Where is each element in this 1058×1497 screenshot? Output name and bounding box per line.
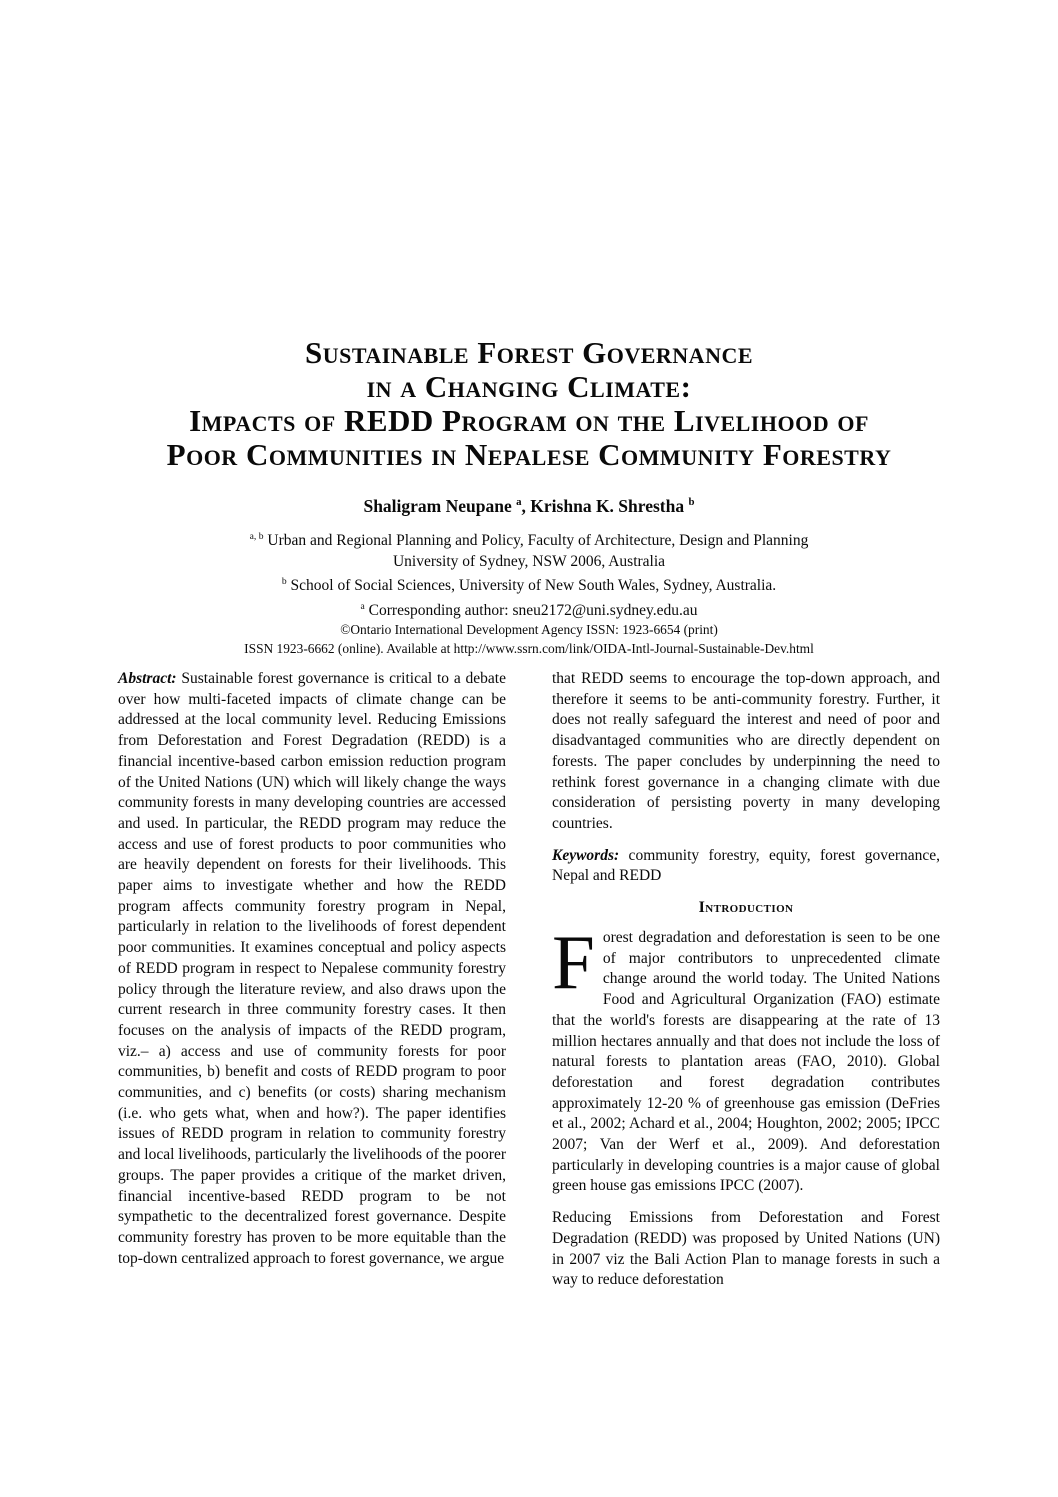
introduction-paragraph-2-text: Reducing Emissions from Deforestation and Forest Degradation (REDD) was proposed by United Nations (UN) in 2007 viz the Bali Action Plan to manage forests in such a way to reduce deforestation	[552, 1209, 940, 1289]
abstract-label: Abstract:	[118, 670, 177, 687]
body-columns	[118, 669, 940, 1302]
affiliation-block	[0, 527, 1058, 621]
publisher-block	[0, 620, 1058, 658]
corresponding-author-text: Corresponding author: sneu2172@uni.sydney.edu.au	[364, 601, 698, 619]
affiliation-line-2	[0, 552, 1058, 573]
author-affiliation-marker-2: b	[688, 496, 695, 509]
author-name-2: , Krishna K. Shrestha	[521, 496, 689, 516]
keywords-label: Keywords:	[552, 846, 620, 864]
affiliation-text-3: School of Social Sciences, University of New South Wales, Sydney, Australia.	[286, 577, 777, 595]
author-line	[0, 496, 1058, 517]
title-line-3: Impacts of REDD Program on the Livelihood of	[189, 403, 869, 438]
affiliation-line-3	[0, 572, 1058, 597]
title-line-2: in a Changing Climate:	[366, 369, 692, 404]
affiliation-text-2: University of Sydney, NSW 2006, Australia	[392, 552, 666, 570]
author-affiliation-marker-1: a	[516, 496, 522, 509]
author-name-1: Shaligram Neupane	[363, 496, 517, 516]
affiliation-sup-4: a	[360, 600, 365, 612]
right-column	[552, 669, 940, 1302]
abstract-continuation-paragraph	[552, 669, 940, 835]
introduction-paragraph-1	[552, 919, 940, 1197]
abstract-text-part1: Sustainable forest governance is critical to a debate over how multi-faceted impacts of climate change can be addressed at the local community level. Reducing Emissions from Deforestation and Forest Degradation (REDD) is a financial incentive-based carbon emission reduction program of the United Nations (UN) which will likely change the ways community forests in many developing countries are accessed and used. In particular, the REDD program may reduce the access and use of forest products to poor communities who are heavily dependent on forests for their livelihoods. This paper aims to investigate whether and how the REDD program affects community forestry program in Nepal, particularly in relation to the livelihoods of forest dependent poor communities. It examines conceptual and policy aspects of REDD program in respect to Nepalese community forestry policy through the literature review, and also draws upon the current research in three community forestry cases. It then focuses on the analysis of impacts of the REDD program, viz.– a) access and use of community forests for poor communities, b) benefit and costs of REDD program to poor communities, and c) benefits (or costs) sharing mechanism (i.e. who gets what, when and how?). The paper identifies issues of REDD program in relation to community forestry and local livelihoods, particularly the livelihoods of the poorer groups. The paper provides a critique of the market driven, financial incentive-based REDD program to be not sympathetic to the decentralized forest governance. Despite community forestry has proven to be more equitable than the top-down centralized approach to forest governance, we argue	[118, 670, 506, 1267]
abstract-text-part2: that REDD seems to encourage the top-down approach, and therefore it seems to be anti-community forestry. Further, it does not really safeguard the interest and need of poor and disadvantaged communities who are directly dependent on forests. The paper concludes by underpinning the need to rethink forest governance in a changing climate with due consideration of persisting poverty in many developing countries.	[552, 670, 940, 832]
introduction-paragraph-1-text: orest degradation and deforestation is seen to be one of major contributors to unprecedented climate change around the world today. The United Nations Food and Agricultural Organization (FAO) estimate that the world's forests are disappearing at the rate of 13 million hectares annually and that does not include the loss of natural forests to plantation areas (FAO, 2010). Global deforestation and forest degradation contributes approximately 12-20 % of greenhouse gas emission (DeFries et al., 2002; Achard et al., 2004; Houghton, 2002; 2005; IPCC 2007; Van der Werf et al., 2009). And deforestation particularly in developing countries is a major cause of global green house gas emissions IPCC (2007).	[552, 929, 940, 1195]
paper-title	[0, 336, 1058, 472]
publisher-issn-print-line: ©Ontario International Development Agency ISSN: 1923-6654 (print)	[340, 622, 718, 637]
keywords-paragraph	[552, 846, 940, 887]
corresponding-author-line	[0, 597, 1058, 622]
introduction-paragraph-2	[552, 1208, 940, 1291]
title-line-1: Sustainable Forest Governance	[304, 335, 754, 370]
title-line-4: Poor Communities in Nepalese Community Forestry	[166, 437, 892, 472]
left-column	[118, 669, 506, 1302]
keywords-text: community forestry, equity, forest governance, Nepal and REDD	[552, 846, 940, 885]
dropcap-letter: F	[552, 919, 595, 1006]
affiliation-line-1	[0, 527, 1058, 552]
affiliation-text-1: Urban and Regional Planning and Policy, Faculty of Architecture, Design and Planning	[263, 532, 809, 550]
publisher-issn-online-line: ISSN 1923-6662 (online). Available at http://www.ssrn.com/link/OIDA-Intl-Journal-Sustainable-Dev.html	[244, 641, 814, 656]
affiliation-sup-3: b	[281, 576, 287, 588]
abstract-paragraph	[118, 669, 506, 1269]
introduction-heading: Introduction	[698, 899, 794, 917]
affiliation-sup-1: a, b	[249, 531, 264, 542]
